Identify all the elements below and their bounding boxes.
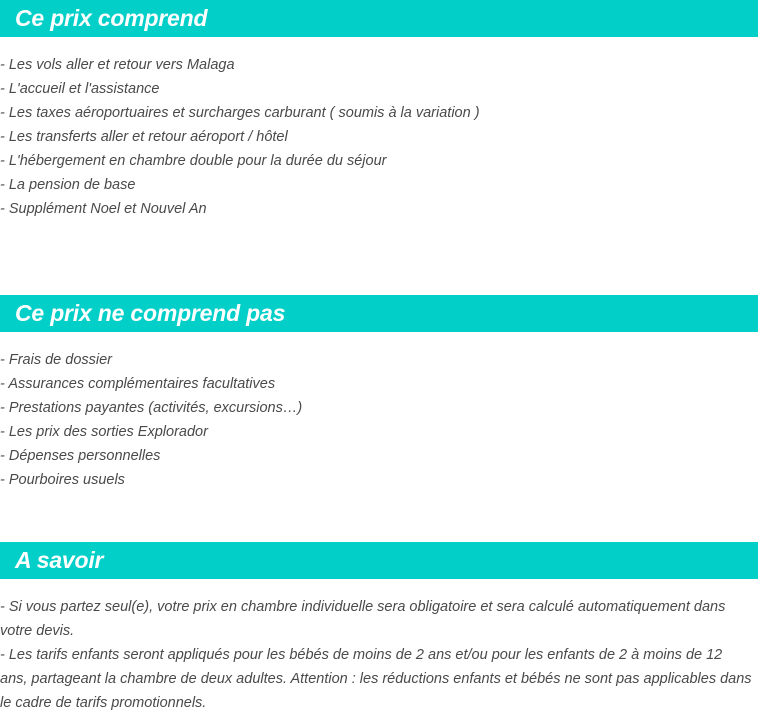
- list-item: - Frais de dossier: [0, 352, 113, 368]
- list-item: - Les vols aller et retour vers Malaga: [0, 57, 235, 73]
- list-item: - Dépenses personnelles: [0, 448, 161, 464]
- list-item: - Les transferts aller et retour aéroport / hôtel: [0, 129, 288, 145]
- list-item: - L'hébergement en chambre double pour la durée du séjour: [0, 153, 387, 169]
- list-item: - Les taxes aéroportuaires et surcharges carburant ( soumis à la variation ): [0, 105, 480, 121]
- list-item: - Les prix des sorties Explorador: [0, 424, 208, 440]
- section-header-not-included: Ce prix ne comprend pas: [0, 295, 758, 332]
- list-item: - Supplément Noel et Nouvel An: [0, 201, 207, 217]
- good-to-know-text: [0, 595, 752, 715]
- list-item: - L'accueil et l'assistance: [0, 81, 160, 97]
- list-item: - Pourboires usuels: [0, 472, 125, 488]
- included-list: [0, 53, 758, 221]
- list-item: - La pension de base: [0, 177, 136, 193]
- list-item: - Assurances complémentaires facultatives: [0, 376, 276, 392]
- section-header-good-to-know: A savoir: [0, 542, 758, 579]
- not-included-list: [0, 348, 758, 492]
- info-paragraph: - Les tarifs enfants seront appliqués pour les bébés de moins de 2 ans et/ou pour les enfants de 2 à moins de 12 ans, partageant la chambre de deux adultes. Attention : les réductions enfants et bébés ne sont pas applicables dans le cadre de tarifs promotionnels.: [0, 647, 752, 711]
- info-paragraph: - Si vous partez seul(e), votre prix en chambre individuelle sera obligatoire et sera calculé automatiquement dans votre devis.: [0, 599, 726, 639]
- list-item: - Prestations payantes (activités, excursions…): [0, 400, 303, 416]
- section-header-included: Ce prix comprend: [0, 0, 758, 37]
